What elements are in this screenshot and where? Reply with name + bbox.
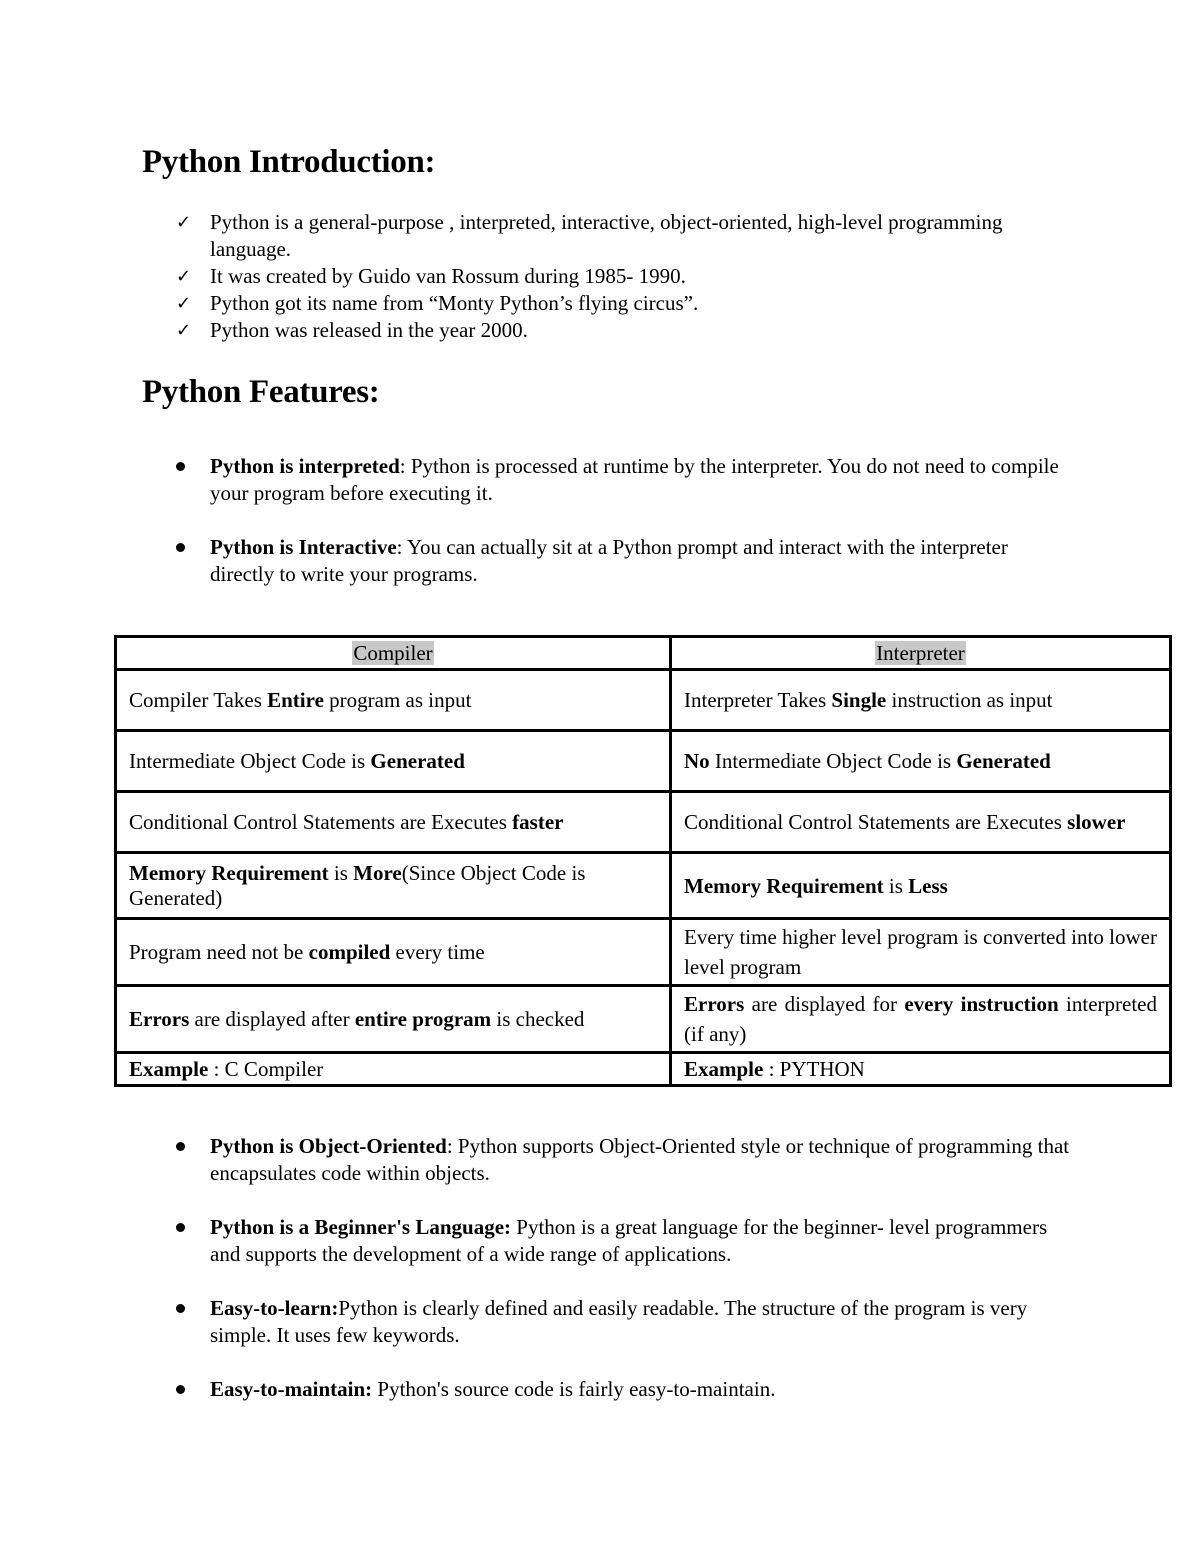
list-item: Python is a Beginner's Language: Python is a great language for the beginner- level programmers and supports the development of a wide range of applications. xyxy=(176,1214,1076,1268)
compiler-vs-interpreter-table xyxy=(114,635,1172,1087)
table-cell: Compiler Takes Entire program as input xyxy=(116,670,671,731)
table-cell: Errors are displayed for every instruction interpreted (if any) xyxy=(671,986,1171,1053)
list-item: Python is interpreted: Python is processed at runtime by the interpreter. You do not need to compile your program before executing it. xyxy=(176,453,1076,507)
list-item: Easy-to-maintain: Python's source code is fairly easy-to-maintain. xyxy=(176,1376,1076,1403)
table-cell: Conditional Control Statements are Executes faster xyxy=(116,792,671,853)
table-cell: Memory Requirement is Less xyxy=(671,853,1171,919)
table-cell: Every time higher level program is converted into lower level program xyxy=(671,919,1171,986)
bullet-icon xyxy=(176,1385,185,1394)
bullet-icon xyxy=(176,462,185,471)
list-item: Easy-to-learn:Python is clearly defined and easily readable. The structure of the program is very simple. It uses few keywords. xyxy=(176,1295,1076,1349)
table-row xyxy=(116,919,1171,986)
checkmark-icon: ✓ xyxy=(176,320,192,341)
table-cell: No Intermediate Object Code is Generated xyxy=(671,731,1171,792)
table-cell: Errors are displayed after entire program is checked xyxy=(116,986,671,1053)
bullet-icon xyxy=(176,1223,185,1232)
list-item: Python is Object-Oriented: Python supports Object-Oriented style or technique of programming that encapsulates code within objects. xyxy=(176,1133,1076,1187)
table-header-row xyxy=(116,637,1171,670)
table-cell: Example : C Compiler xyxy=(116,1053,671,1086)
header-compiler: Compiler xyxy=(116,637,671,670)
checkmark-icon: ✓ xyxy=(176,266,192,287)
features-heading: Python Features: xyxy=(142,374,380,410)
table-cell: Conditional Control Statements are Executes slower xyxy=(671,792,1171,853)
table-row xyxy=(116,792,1171,853)
table-cell: Memory Requirement is More(Since Object Code is Generated) xyxy=(116,853,671,919)
checkmark-icon: ✓ xyxy=(176,212,192,233)
list-item: Python is Interactive: You can actually sit at a Python prompt and interact with the interpreter directly to write your programs. xyxy=(176,534,1076,588)
features-list-top xyxy=(176,453,1076,588)
checkmark-icon: ✓ xyxy=(176,293,192,314)
list-item: ✓ It was created by Guido van Rossum during 1985- 1990. xyxy=(176,264,686,288)
header-interpreter: Interpreter xyxy=(671,637,1171,670)
table-cell: Example : PYTHON xyxy=(671,1053,1171,1086)
table-row xyxy=(116,670,1171,731)
table-cell: Interpreter Takes Single instruction as input xyxy=(671,670,1171,731)
bullet-icon xyxy=(176,1142,185,1151)
list-item: ✓ Python got its name from “Monty Python’s flying circus”. xyxy=(176,291,699,315)
table-row xyxy=(116,1053,1171,1086)
table-row xyxy=(116,731,1171,792)
list-item: ✓ Python is a general-purpose , interpreted, interactive, object-oriented, high-level programming language. xyxy=(176,210,1003,261)
intro-heading: Python Introduction: xyxy=(142,144,436,180)
table-row xyxy=(116,853,1171,919)
list-item: ✓ Python was released in the year 2000. xyxy=(176,318,528,342)
intro-list xyxy=(176,209,1056,344)
table-cell: Intermediate Object Code is Generated xyxy=(116,731,671,792)
table-cell: Program need not be compiled every time xyxy=(116,919,671,986)
bullet-icon xyxy=(176,1304,185,1313)
table-row xyxy=(116,986,1171,1053)
bullet-icon xyxy=(176,543,185,552)
features-list-bottom xyxy=(176,1133,1076,1403)
